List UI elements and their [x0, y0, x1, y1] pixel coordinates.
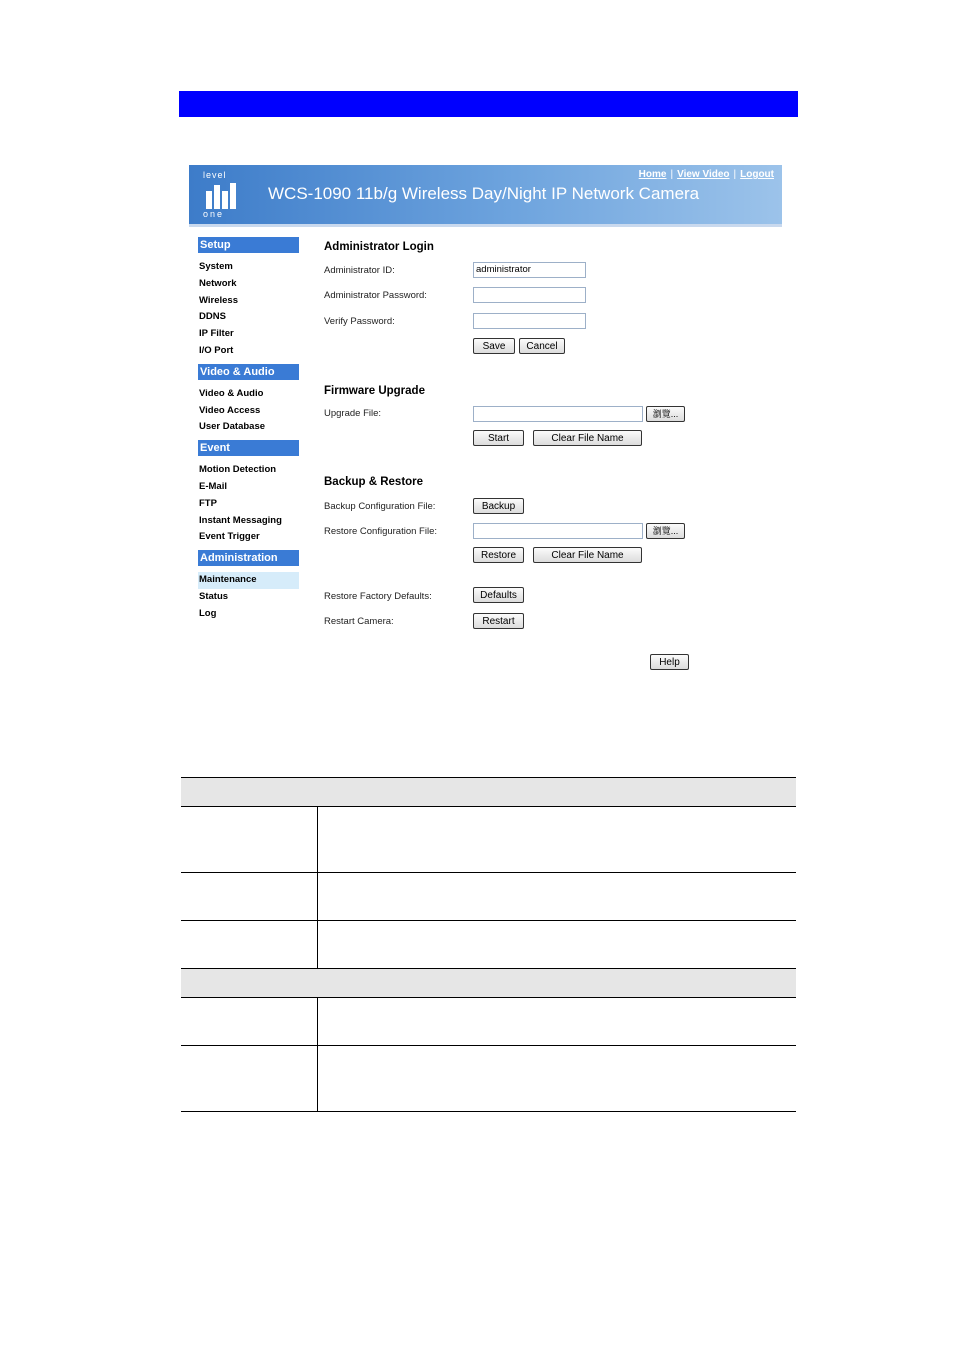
table-section-header — [181, 778, 796, 807]
restore-file-input[interactable] — [473, 523, 643, 539]
logo-text-top: level — [203, 170, 227, 180]
start-button[interactable]: Start — [473, 430, 524, 446]
sidebar-item-instant-messaging[interactable]: Instant Messaging — [199, 514, 282, 526]
admin-id-input[interactable]: administrator — [473, 262, 586, 278]
sidebar-item-wireless[interactable]: Wireless — [199, 294, 238, 306]
title-bar — [179, 91, 798, 117]
sidebar-item-system[interactable]: System — [199, 261, 233, 272]
logo-text-bottom: one — [203, 209, 225, 219]
sidebar-section-administration[interactable]: Administration — [198, 550, 299, 566]
sidebar-item-event-trigger[interactable]: Event Trigger — [199, 531, 260, 543]
sidebar-item-log[interactable]: Log — [199, 607, 217, 619]
restart-camera-label: Restart Camera: — [324, 616, 394, 627]
sidebar-item-motion-detection[interactable]: Motion Detection — [199, 464, 277, 476]
table-row — [181, 998, 796, 1046]
restore-button[interactable]: Restore — [473, 547, 524, 563]
settings-table — [181, 777, 796, 1112]
table-section-header — [181, 969, 796, 998]
admin-password-label: Administrator Password: — [324, 290, 427, 301]
table-row — [181, 1046, 796, 1112]
home-link[interactable]: Home — [638, 169, 667, 180]
firmware-upgrade-heading: Firmware Upgrade — [324, 385, 425, 397]
restore-browse-button[interactable]: 瀏覽... — [646, 523, 685, 539]
camera-admin-screenshot — [189, 165, 782, 685]
sidebar-section-event[interactable]: Event — [198, 440, 299, 456]
sidebar-item-ftp[interactable]: FTP — [199, 497, 217, 509]
table-row — [181, 921, 796, 969]
backup-button[interactable]: Backup — [473, 498, 524, 514]
sidebar-item-maintenance[interactable]: Maintenance — [198, 572, 299, 589]
firmware-browse-button[interactable]: 瀏覽... — [646, 406, 685, 422]
backup-config-label: Backup Configuration File: — [324, 501, 436, 512]
backup-restore-heading: Backup & Restore — [324, 476, 424, 488]
upgrade-file-label: Upgrade File: — [324, 408, 382, 419]
banner — [189, 165, 782, 227]
verify-password-input[interactable] — [473, 313, 586, 329]
upgrade-file-input[interactable] — [473, 406, 643, 422]
sidebar-item-ddns[interactable]: DDNS — [199, 311, 226, 323]
cancel-button[interactable]: Cancel — [519, 338, 565, 354]
defaults-button[interactable]: Defaults — [473, 587, 524, 603]
sidebar-item-video-audio[interactable]: Video & Audio — [199, 387, 264, 399]
admin-id-label: Administrator ID: — [324, 265, 395, 276]
view-video-link[interactable]: View Video — [677, 169, 730, 180]
restart-button[interactable]: Restart — [473, 613, 524, 629]
firmware-clear-file-button[interactable]: Clear File Name — [533, 430, 642, 446]
restore-clear-file-button[interactable]: Clear File Name — [533, 547, 642, 563]
table-row — [181, 807, 796, 873]
table-row — [181, 873, 796, 921]
admin-password-input[interactable] — [473, 287, 586, 303]
sidebar — [198, 237, 299, 623]
sidebar-item-user-database[interactable]: User Database — [199, 421, 266, 433]
logo-blocks-icon — [206, 183, 236, 209]
sidebar-item-status[interactable]: Status — [199, 590, 229, 602]
logout-link[interactable]: Logout — [740, 169, 774, 180]
admin-login-heading: Administrator Login — [324, 241, 434, 253]
levelone-logo — [203, 171, 243, 219]
restore-config-label: Restore Configuration File: — [324, 526, 437, 537]
sidebar-item-io-port[interactable]: I/O Port — [199, 344, 234, 356]
sidebar-item-network[interactable]: Network — [199, 277, 237, 289]
help-button[interactable]: Help — [650, 654, 689, 670]
product-title: WCS-1090 11b/g Wireless Day/Night IP Network Camera — [268, 184, 700, 203]
sidebar-item-ip-filter[interactable]: IP Filter — [199, 328, 234, 340]
save-button[interactable]: Save — [473, 338, 515, 354]
sidebar-item-video-access[interactable]: Video Access — [199, 404, 261, 416]
factory-defaults-label: Restore Factory Defaults: — [324, 591, 432, 602]
sidebar-section-video-audio[interactable]: Video & Audio — [198, 364, 299, 380]
sidebar-item-email[interactable]: E-Mail — [199, 480, 227, 492]
top-links: Home | View Video | Logout — [638, 169, 774, 180]
sidebar-section-setup[interactable]: Setup — [198, 237, 299, 253]
verify-password-label: Verify Password: — [324, 316, 395, 327]
